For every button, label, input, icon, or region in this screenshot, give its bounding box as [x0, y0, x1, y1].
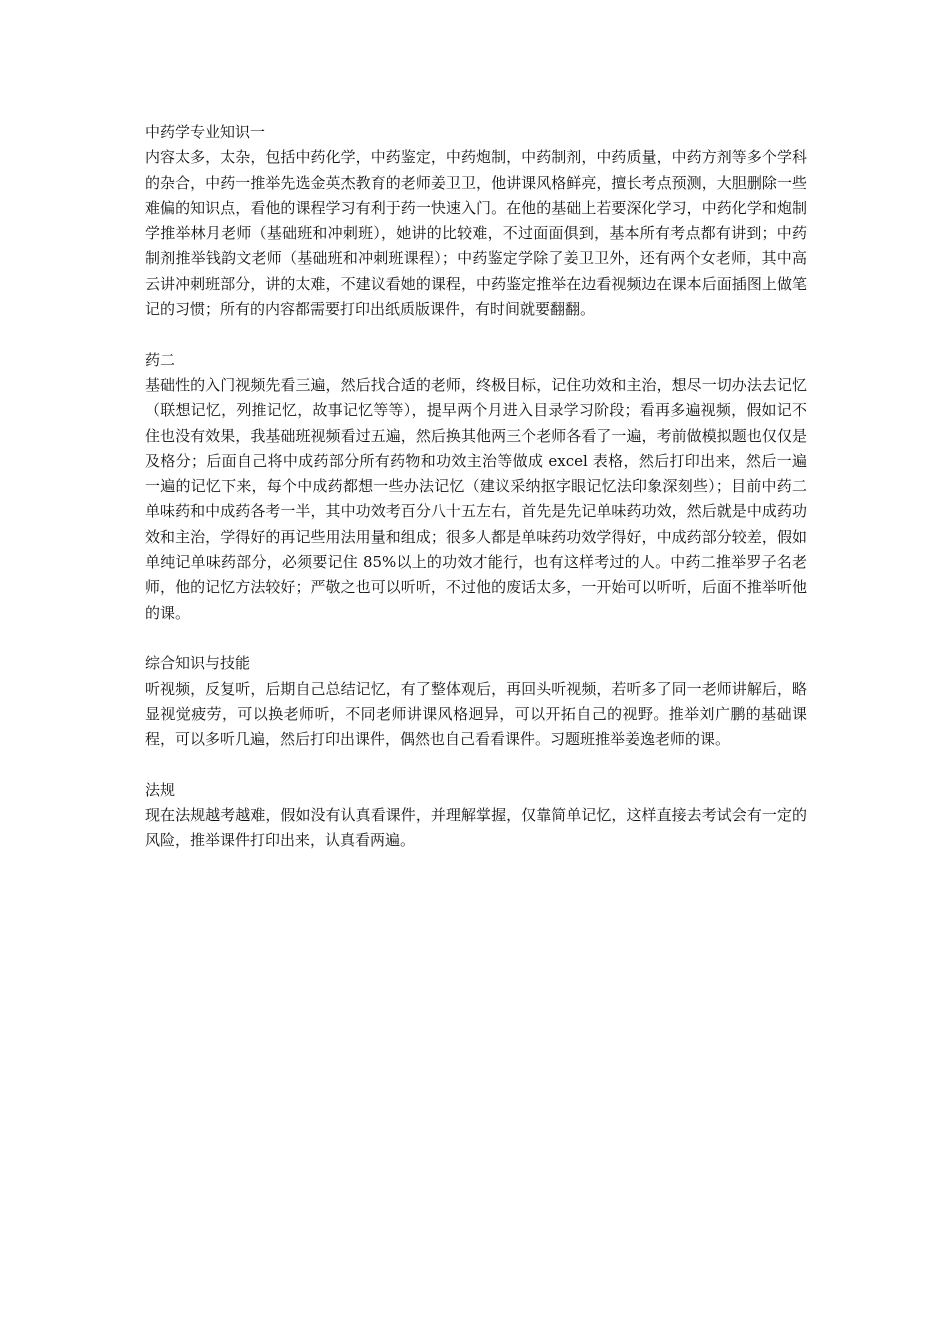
document-body [145, 120, 807, 879]
section-paragraph: 听视频，反复听，后期自己总结记忆，有了整体观后，再回头听视频，若听多了同一老师讲解后，略显视觉疲劳，可以换老师听，不同老师讲课风格迥异，可以开拓自己的视野。推举刘广鹏的基础课程，可以多听几遍，然后打印出课件，偶然也自己看看课件。习题班推举姜逸老师的课。 [145, 679, 807, 749]
section-tcm-2 [145, 348, 807, 626]
section-heading: 中药学专业知识一 [145, 123, 266, 141]
section-comprehensive-skills [145, 651, 807, 752]
section-paragraph: 基础性的入门视频先看三遍，然后找合适的老师，终极目标，记住功效和主治，想尽一切办法去记忆（联想记忆，列推记忆，故事记忆等等），提早两个月进入目录学习阶段；看再多遍视频，假如记不住也没有效果，我基础班视频看过五遍，然后换其他两三个老师各看了一遍，考前做模拟题也仅仅是及格分；后面自己将中成药部分所有药物和功效主治等做成 excel 表格，然后打印出来，然后一遍一遍的记忆下来，每个中成药都想一些办法记忆（建议采纳抠字眼记忆法印象深刻些）；目前中药二单味药和中成药各考一半，其中功效考百分八十五左右，首先是先记单味药功效，然后就是中成药功效和主治，学得好的再记些用法用量和组成；很多人都是单味药功效学得好，中成药部分较差，假如单纯记单味药部分，必须要记住 85%以上的功效才能行，也有这样考过的人。中药二推举罗子名老师，他的记忆方法较好；严敬之也可以听听，不过他的废话太多，一开始可以听听，后面不推举听他的课。 [145, 375, 807, 622]
section-tcm-knowledge-1 [145, 120, 807, 322]
section-regulations [145, 778, 807, 854]
section-heading: 综合知识与技能 [145, 654, 251, 673]
section-heading: 法规 [145, 780, 176, 799]
section-paragraph: 现在法规越考越难，假如没有认真看课件，并理解掌握，仅靠简单记忆，这样直接去考试会有一定的风险，推举课件打印出来，认真看两遍。 [145, 806, 807, 850]
section-paragraph: 内容太多，太杂，包括中药化学，中药鉴定，中药炮制，中药制剂，中药质量，中药方剂等多个学科的杂合，中药一推举先选金英杰教育的老师姜卫卫，他讲课风格鲜亮，擅长考点预测，大胆删除一些难偏的知识点，看他的课程学习有利于药一快速入门。在他的基础上若要深化学习，中药化学和炮制学推举林月老师（基础班和冲刺班），她讲的比较难，不过面面俱到，基本所有考点都有讲到；中药制剂推举钱韵文老师（基础班和冲刺班课程）；中药鉴定学除了姜卫卫外，还有两个女老师，其中高云讲冲刺班部分，讲的太难，不建议看她的课程，中药鉴定推举在边看视频边在课本后面插图上做笔记的习惯；所有的内容都需要打印出纸质版课件，有时间就要翻翻。 [145, 148, 807, 319]
section-heading: 药二 [145, 350, 176, 369]
